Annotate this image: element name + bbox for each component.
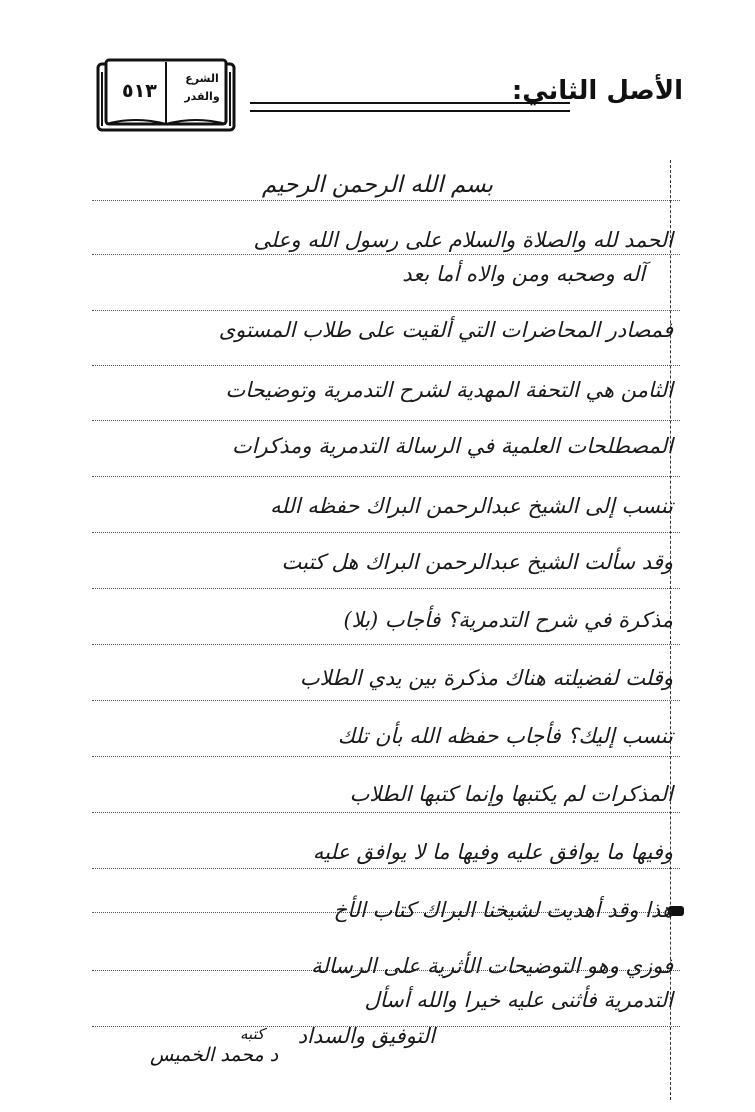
chapter-title: الأصل الثاني: [511, 76, 683, 106]
handwritten-line: وفيها ما يوافق عليه وفيها ما لا يوافق عليه [312, 840, 673, 864]
handwritten-line: وقلت لفضيلته هناك مذكرة بين يدي الطلاب [299, 666, 673, 690]
ruled-line [92, 644, 680, 645]
handwritten-line: المذكرات لم يكتبها وإنما كتبها الطلاب [349, 782, 673, 806]
handwritten-line: الحمد لله والصلاة والسلام على رسول الله وعلى [253, 228, 673, 252]
badge-label-bottom: والقدر [184, 90, 220, 103]
ruled-line [92, 365, 680, 366]
handwritten-line: تنسب إليك؟ فأجاب حفظه الله بأن تلك [337, 724, 673, 748]
badge-label-top: الشرع [185, 72, 219, 85]
ruled-line [92, 532, 680, 533]
signature: د محمد الخميس [150, 1044, 279, 1066]
handwritten-line: آله وصحبه ومن والاه أما بعد [402, 262, 645, 286]
ruled-line [92, 476, 680, 477]
header-divider [250, 102, 570, 104]
ruled-line [92, 310, 680, 311]
ruled-line [92, 700, 680, 701]
ruled-line [92, 588, 680, 589]
header-divider-lower [250, 110, 570, 112]
ruled-line [92, 420, 680, 421]
handwritten-line: هذا وقد أهديت لشيخنا البراك كتاب الأخ [333, 898, 673, 922]
ruled-line [92, 868, 680, 869]
page-number: ٥١٣ [122, 80, 157, 102]
ruled-line [92, 756, 680, 757]
handwritten-line: مذكرة في شرح التدمرية؟ فأجاب (بلا) [343, 608, 673, 632]
handwritten-line: تنسب إلى الشيخ عبدالرحمن البراك حفظه الله [270, 494, 673, 518]
signature-label: كتبه [240, 1025, 265, 1043]
handwritten-line: فمصادر المحاضرات التي ألقيت على طلاب المستوى [218, 318, 673, 342]
handwritten-line: المصطلحات العلمية في الرسالة التدمرية ومذكرات [231, 434, 673, 458]
handwritten-line: وقد سألت الشيخ عبدالرحمن البراك هل كتبت [281, 550, 673, 574]
handwritten-line: التدمرية فأثنى عليه خيرا والله أسأل [364, 988, 673, 1012]
basmala: بسم الله الرحمن الرحيم [261, 172, 494, 198]
ruled-line [92, 254, 680, 255]
handwritten-line: فوزي وهو التوضيحات الأثرية على الرسالة [311, 954, 673, 978]
page-number-badge [96, 58, 236, 134]
ruled-line [92, 812, 680, 813]
handwritten-line: التوفيق والسداد [297, 1024, 435, 1048]
handwritten-line: الثامن هي التحفة المهدية لشرح التدمرية وتوضيحات [225, 378, 673, 402]
ruled-line [92, 200, 680, 201]
